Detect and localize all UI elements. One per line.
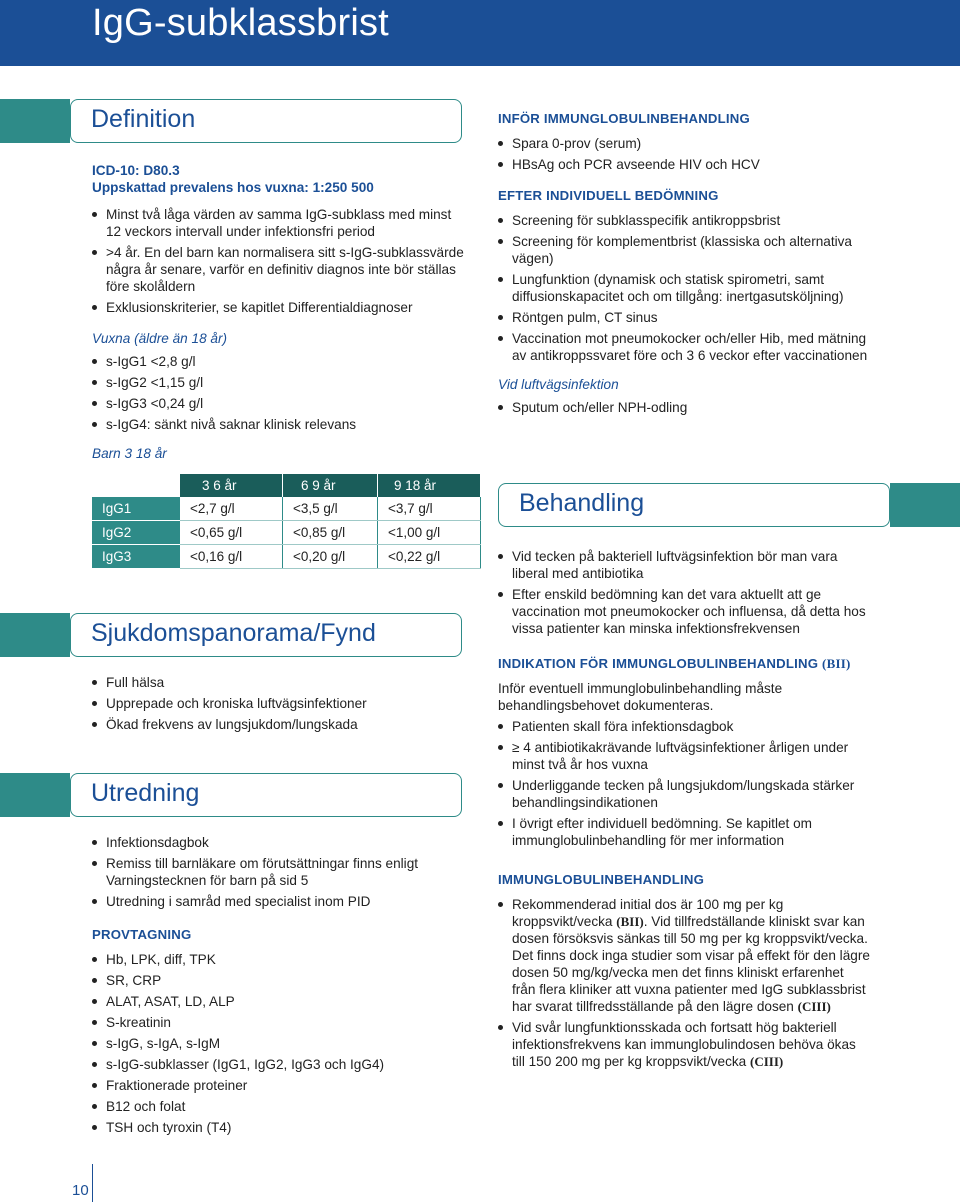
table-cell: <0,20 g/l xyxy=(283,545,378,569)
list-item: B12 och folat xyxy=(92,1098,464,1115)
list-item: Infektionsdagbok xyxy=(92,834,464,851)
table-row xyxy=(92,545,481,569)
sjukdom-section xyxy=(92,674,464,737)
table-row xyxy=(92,497,481,521)
list-item: Screening för subklasspecifik antikroppsbrist xyxy=(498,212,870,229)
adults-list xyxy=(92,353,464,433)
reference-table xyxy=(92,474,481,569)
evidence-level: (BII) xyxy=(822,656,851,671)
right-top-section xyxy=(498,110,870,420)
utredning-heading: Utredning xyxy=(0,773,462,817)
page-divider xyxy=(92,1164,93,1202)
utredning-section xyxy=(92,834,464,1140)
provtagning-heading: PROVTAGNING xyxy=(92,927,192,942)
table-cell: <0,22 g/l xyxy=(378,545,481,569)
list-item: Hb, LPK, diff, TPK xyxy=(92,951,464,968)
list-item: Vid tecken på bakteriell luftvägsinfektion bör man vara liberal med antibiotika xyxy=(498,548,870,582)
ig-heading: IMMUNGLOBULINBEHANDLING xyxy=(498,872,705,887)
title-bar xyxy=(0,0,960,66)
list-item: Full hälsa xyxy=(92,674,464,691)
list-item: >4 år. En del barn kan normalisera sitt s-IgG-subklassvärde några år senare, varför en definitiv diagnos inte bör ställas före skolåldern xyxy=(92,244,464,295)
table-cell: <0,85 g/l xyxy=(283,521,378,545)
definition-heading: Definition xyxy=(0,99,462,143)
indikation-intro: Inför eventuell immunglobulinbehandling måste behandlingsbehovet dokumenteras. xyxy=(498,681,783,713)
table-header: 6 9 år xyxy=(283,474,378,497)
evidence-level: (CIII) xyxy=(797,999,831,1014)
page-number: 10 xyxy=(72,1182,89,1199)
behandling-section xyxy=(498,548,870,1074)
list-item: Ökad frekvens av lungsjukdom/lungskada xyxy=(92,716,464,733)
list-item: SR, CRP xyxy=(92,972,464,989)
row-label: IgG3 xyxy=(92,545,180,569)
row-label: IgG1 xyxy=(92,497,180,521)
list-item: HBsAg och PCR avseende HIV och HCV xyxy=(498,156,870,173)
list-item: Minst två låga värden av samma IgG-subklass med minst 12 veckors intervall under infektionsfri period xyxy=(92,206,464,240)
list-item: s-IgG-subklasser (IgG1, IgG2, IgG3 och IgG4) xyxy=(92,1056,464,1073)
list-item: s-IgG2 <1,15 g/l xyxy=(92,374,464,391)
list-item: Utredning i samråd med specialist inom PID xyxy=(92,893,464,910)
list-item: Patienten skall föra infektionsdagbok xyxy=(498,718,870,735)
list-item: Screening för komplementbrist (klassiska och alternativa vägen) xyxy=(498,233,870,267)
children-label: Barn 3 18 år xyxy=(92,446,167,461)
list-item: Rekommenderad initial dos är 100 mg per kg kroppsvikt/vecka (BII). Vid tillfredställande kliniskt svar kan dosen försöksvis sänkas till 50 mg per kg kroppsvikt/vecka. Det finns dock inga studier som visar på effekt för den lägre dosen 50 mg/kg/vecka men det finns kliniskt erfarenhet från flera kliniker att vuxna patienter med IgG subklassbrist har svarat tillfredsställande på den lägre dosen (CIII) xyxy=(498,896,870,1015)
page-title: IgG-subklassbrist xyxy=(92,2,389,44)
list-item: ≥ 4 antibiotikakrävande luftvägsinfektioner årligen under minst två år hos vuxna xyxy=(498,739,870,773)
list-item: s-IgG4: sänkt nivå saknar klinisk relevans xyxy=(92,416,464,433)
vid-label: Vid luftvägsinfektion xyxy=(498,377,619,392)
list-item: s-IgG1 <2,8 g/l xyxy=(92,353,464,370)
list-item: Upprepade och kroniska luftvägsinfektioner xyxy=(92,695,464,712)
list-item: Vid svår lungfunktionsskada och fortsatt hög bakteriell infektionsfrekvens kan immunglobulindosen behöva ökas till 150 200 mg per kg kroppsvikt/vecka (CIII) xyxy=(498,1019,870,1070)
icd-code: ICD-10: D80.3 xyxy=(92,163,180,178)
list-item: Efter enskild bedömning kan det vara aktuellt att ge vaccination mot pneumokocker och influensa, då detta hos vissa patienter kan minska infektionsfrekvensen xyxy=(498,586,870,637)
adults-label: Vuxna (äldre än 18 år) xyxy=(92,331,228,346)
list-item: TSH och tyroxin (T4) xyxy=(92,1119,464,1136)
row-label: IgG2 xyxy=(92,521,180,545)
list-item: S-kreatinin xyxy=(92,1014,464,1031)
table-cell: <3,5 g/l xyxy=(283,497,378,521)
sjukdom-heading: Sjukdomspanorama/Fynd xyxy=(0,613,462,657)
list-item: Röntgen pulm, CT sinus xyxy=(498,309,870,326)
definition-list xyxy=(92,206,464,316)
list-item: Vaccination mot pneumokocker och/eller Hib, med mätning av antikroppssvaret före och 3 6 veckor efter vaccinationen xyxy=(498,330,870,364)
efter-heading: EFTER INDIVIDUELL BEDÖMNING xyxy=(498,188,719,203)
table-cell: <1,00 g/l xyxy=(378,521,481,545)
list-item: Sputum och/eller NPH-odling xyxy=(498,399,870,416)
list-item: Underliggande tecken på lungsjukdom/lungskada stärker behandlingsindikationen xyxy=(498,777,870,811)
list-item: Remiss till barnläkare om förutsättningar finns enligt Varningstecknen för barn på sid 5 xyxy=(92,855,464,889)
prevalence: Uppskattad prevalens hos vuxna: 1:250 500 xyxy=(92,180,374,195)
list-item: s-IgG3 <0,24 g/l xyxy=(92,395,464,412)
behandling-heading: Behandling xyxy=(498,483,960,527)
evidence-level: (BII) xyxy=(616,914,644,929)
table-cell: <3,7 g/l xyxy=(378,497,481,521)
list-item: Fraktionerade proteiner xyxy=(92,1077,464,1094)
table-header: 9 18 år xyxy=(378,474,481,497)
list-item: s-IgG, s-IgA, s-IgM xyxy=(92,1035,464,1052)
list-item: Lungfunktion (dynamisk och statisk spirometri, samt diffusionskapacitet och om tillgång: inertgasutsköljning) xyxy=(498,271,870,305)
table-cell: <0,65 g/l xyxy=(180,521,283,545)
list-item: Exklusionskriterier, se kapitlet Differentialdiagnoser xyxy=(92,299,464,316)
indikation-heading: INDIKATION FÖR IMMUNGLOBULINBEHANDLING (BII) xyxy=(498,656,851,671)
infor-heading: INFÖR IMMUNGLOBULINBEHANDLING xyxy=(498,111,750,126)
list-item: ALAT, ASAT, LD, ALP xyxy=(92,993,464,1010)
table-cell: <2,7 g/l xyxy=(180,497,283,521)
table-cell: <0,16 g/l xyxy=(180,545,283,569)
definition-section xyxy=(92,162,464,462)
table-row xyxy=(92,521,481,545)
table-header-row xyxy=(92,474,481,497)
list-item: I övrigt efter individuell bedömning. Se kapitlet om immunglobulinbehandling för mer information xyxy=(498,815,870,849)
table-header: 3 6 år xyxy=(180,474,283,497)
list-item: Spara 0-prov (serum) xyxy=(498,135,870,152)
evidence-level: (CIII) xyxy=(750,1054,784,1069)
